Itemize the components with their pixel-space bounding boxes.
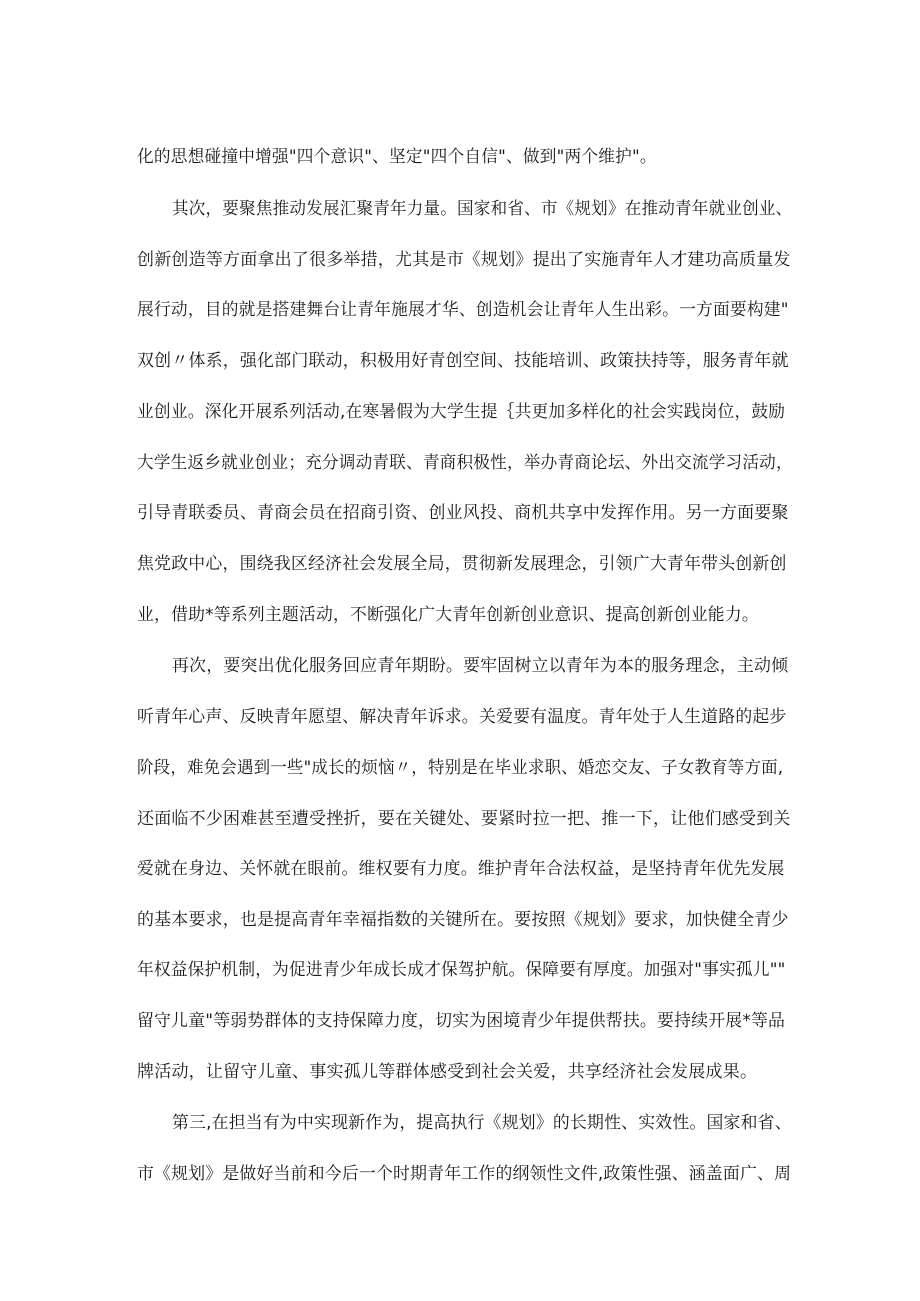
paragraph-first-line: 其次，要聚焦推动发展汇聚青年力量。国家和省、市《规划》在推动青年就业创业、: [172, 199, 793, 219]
text-line: 业，借助*等系列主题活动，不断强化广大青年创新创业意识、提高创新创业能力。: [137, 605, 759, 625]
text-line: 还面临不少困难甚至遭受挫折，要在关键处、要紧时拉一把、推一下，让他们感受到关: [137, 809, 791, 829]
text-line: 留守儿童"等弱势群体的支持保障力度，切实为困境青少年提供帮扶。要持续开展*等品: [137, 1011, 786, 1031]
text-line: 爱就在身边、关怀就在眼前。维权要有力度。维护青年合法权益，是坚持青年优先发展: [137, 859, 785, 879]
text-line: 听青年心声、反映青年愿望、解决青年诉求。关爱要有温度。青年处于人生道路的起步: [137, 707, 787, 727]
text-line: 双创〃体系，强化部门联动，积极用好青创空间、技能培训、政策扶持等，服务青年就: [137, 351, 789, 371]
text-line: 的基本要求，也是提高青年幸福指数的关键所在。要按照《规划》要求，加快健全青少: [137, 910, 789, 930]
text-line: 牌活动，让留守儿童、事实孤儿等群体感受到社会关爱，共享经济社会发展成果。: [137, 1062, 758, 1082]
paragraph-first-line: 再次，要突出优化服务回应青年期盼。要牢固树立以青年为本的服务理念，主动倾: [172, 656, 789, 676]
text-line: 阶段，难免会遇到一些"成长的烦恼〃，特别是在毕业求职、婚恋交友、子女教育等方面,: [137, 758, 784, 778]
text-line: 引导青联委员、青商会员在招商引资、创业风投、商机共享中发挥作用。另一方面要聚: [137, 503, 789, 523]
paragraph-first-line: 第三,在担当有为中实现新作为，提高执行《规划》的长期性、实效性。国家和省、: [172, 1113, 792, 1133]
text-line: 焦党政中心，围绕我区经济社会发展全局，贯彻新发展理念，引领广大青年带头创新创: [137, 554, 787, 574]
text-line: 大学生返乡就业创业；充分调动青联、青商积极性，举办青商论坛、外出交流学习活动，: [137, 453, 793, 473]
text-line: 化的思想碰撞中增强"四个意识"、坚定"四个自信"、做到"两个维护"。: [137, 147, 657, 167]
text-line: 年权益保护机制，为促进青少年成长成才保驾护航。保障要有厚度。加强对"事实孤儿"": [137, 960, 786, 980]
text-line: 展行动，目的就是搭建舞台让青年施展才华、创造机会让青年人生出彩。一方面要构建": [137, 300, 789, 320]
text-line: 市《规划》是做好当前和今后一个时期青年工作的纲领性文件,政策性强、涵盖面广、周: [137, 1164, 792, 1184]
text-line: 业创业。深化开展系列活动,在寒暑假为大学生提｛共更加多样化的社会实践岗位，鼓励: [137, 402, 786, 422]
text-line: 创新创造等方面拿出了很多举措，尤其是市《规划》提出了实施青年人才建功高质量发: [137, 250, 791, 270]
